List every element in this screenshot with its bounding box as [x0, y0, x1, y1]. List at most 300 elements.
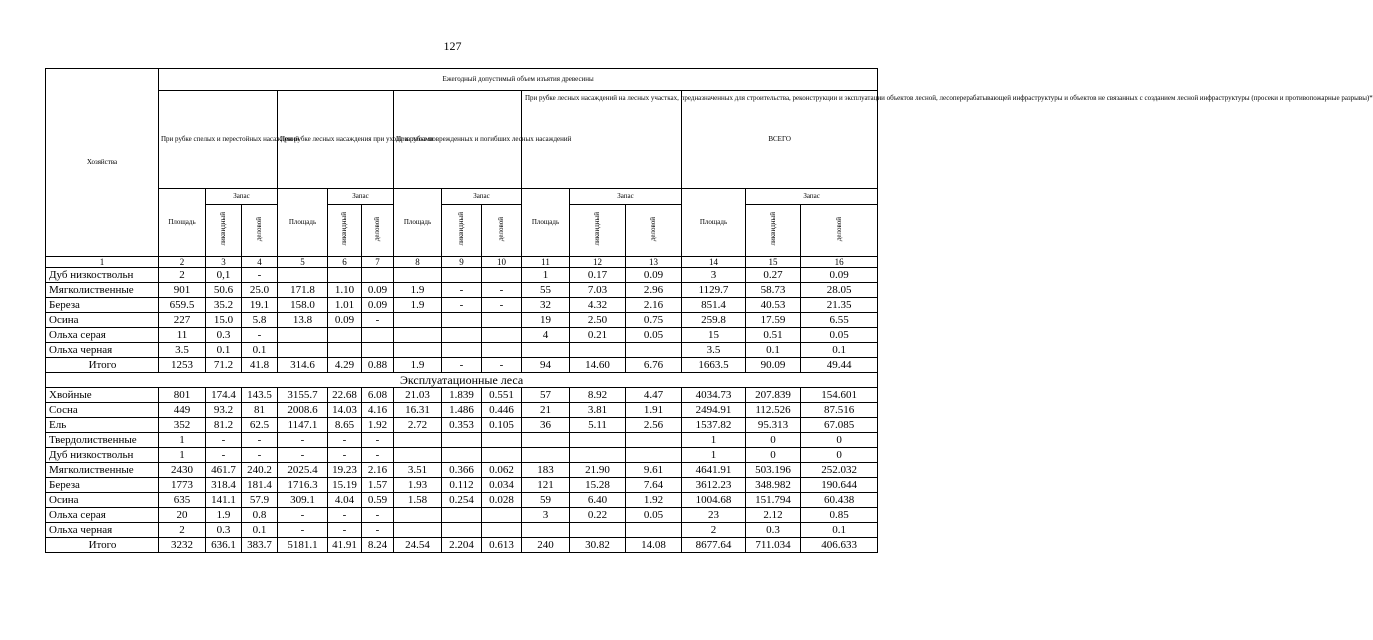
total-row	[46, 358, 878, 373]
table-cell	[442, 433, 482, 448]
table-cell: 2	[682, 523, 746, 538]
table-cell: 121	[522, 478, 570, 493]
table-cell: 0.1	[242, 523, 278, 538]
table-cell: 5.8	[242, 313, 278, 328]
table-cell: 0.3	[206, 328, 242, 343]
column-number: 12	[570, 257, 626, 268]
table-cell: 81.2	[206, 418, 242, 433]
table-cell: -	[328, 523, 362, 538]
table-cell: 0.1	[746, 343, 801, 358]
table-cell: 57	[522, 388, 570, 403]
table-row	[46, 268, 878, 283]
table-cell	[482, 508, 522, 523]
table-cell: 181.4	[242, 478, 278, 493]
table-cell: -	[278, 448, 328, 463]
table-cell: 59	[522, 493, 570, 508]
table-row	[46, 493, 878, 508]
farm-name: Ольха черная	[46, 523, 159, 538]
table-cell: 3	[682, 268, 746, 283]
column-number: 8	[394, 257, 442, 268]
table-cell: 11	[159, 328, 206, 343]
farm-name: Итого	[46, 538, 159, 553]
table-cell: -	[328, 433, 362, 448]
table-cell	[328, 268, 362, 283]
table-cell: -	[442, 298, 482, 313]
table-cell: 0,1	[206, 268, 242, 283]
table-cell	[626, 523, 682, 538]
table-cell: 154.601	[801, 388, 878, 403]
table-cell: 24.54	[394, 538, 442, 553]
stock-header: Запас	[328, 189, 394, 205]
column-number: 13	[626, 257, 682, 268]
table-cell: 0.88	[362, 358, 394, 373]
table-cell: -	[278, 523, 328, 538]
table-cell: 87.516	[801, 403, 878, 418]
stock-header: Запас	[570, 189, 682, 205]
column-number: 15	[746, 257, 801, 268]
table-cell	[442, 448, 482, 463]
table-cell	[482, 313, 522, 328]
table-cell	[394, 433, 442, 448]
table-cell: 4.32	[570, 298, 626, 313]
column-number: 9	[442, 257, 482, 268]
table-row	[46, 463, 878, 478]
table-cell: 0.028	[482, 493, 522, 508]
table-cell: -	[362, 313, 394, 328]
table-cell: 50.6	[206, 283, 242, 298]
table-cell: 143.5	[242, 388, 278, 403]
table-cell: 309.1	[278, 493, 328, 508]
table-cell: 0.1	[242, 343, 278, 358]
table-row	[46, 388, 878, 403]
table-cell: 55	[522, 283, 570, 298]
table-cell: 2430	[159, 463, 206, 478]
table-cell: 0.27	[746, 268, 801, 283]
table-cell: 0.353	[442, 418, 482, 433]
table-cell: -	[442, 358, 482, 373]
table-cell: -	[328, 448, 362, 463]
table-cell: -	[362, 523, 394, 538]
table-cell: 1.9	[394, 298, 442, 313]
table-cell: 2.56	[626, 418, 682, 433]
table-cell: 1.92	[362, 418, 394, 433]
table-row	[46, 403, 878, 418]
table-cell: 28.05	[801, 283, 878, 298]
table-cell: 0.05	[801, 328, 878, 343]
table-cell: 1.57	[362, 478, 394, 493]
table-cell: 1716.3	[278, 478, 328, 493]
table-cell: 0.85	[801, 508, 878, 523]
table-cell: 0.09	[626, 268, 682, 283]
table-cell: 0.59	[362, 493, 394, 508]
table-cell: 6.76	[626, 358, 682, 373]
area-header: Площадь	[159, 189, 206, 257]
table-cell: 81	[242, 403, 278, 418]
table-cell: 8.92	[570, 388, 626, 403]
table-cell: 21.35	[801, 298, 878, 313]
table-cell: 15	[682, 328, 746, 343]
column-number: 10	[482, 257, 522, 268]
table-cell: 21.90	[570, 463, 626, 478]
table-cell: 383.7	[242, 538, 278, 553]
table-cell: 0.112	[442, 478, 482, 493]
table-cell: 3	[522, 508, 570, 523]
table-cell: 2.72	[394, 418, 442, 433]
table-cell: -	[482, 298, 522, 313]
table-row	[46, 433, 878, 448]
column-number: 1	[46, 257, 159, 268]
table-cell: 5181.1	[278, 538, 328, 553]
table-cell: 901	[159, 283, 206, 298]
table-cell: 58.73	[746, 283, 801, 298]
table-cell: 1537.82	[682, 418, 746, 433]
table-cell: 3155.7	[278, 388, 328, 403]
table-cell	[570, 433, 626, 448]
area-header: Площадь	[278, 189, 328, 257]
group-header-total: ВСЕГО	[682, 91, 878, 189]
farm-name: Дуб низкоствольн	[46, 268, 159, 283]
column-number: 4	[242, 257, 278, 268]
table-cell: 851.4	[682, 298, 746, 313]
table-cell	[570, 448, 626, 463]
table-cell: 21.03	[394, 388, 442, 403]
table-cell: 151.794	[746, 493, 801, 508]
table-cell: -	[242, 433, 278, 448]
table-cell: 0.75	[626, 313, 682, 328]
area-header: Площадь	[522, 189, 570, 257]
table-cell: 15.28	[570, 478, 626, 493]
table-cell: 6.08	[362, 388, 394, 403]
table-cell: -	[482, 283, 522, 298]
table-cell: 227	[159, 313, 206, 328]
table-cell	[362, 328, 394, 343]
table-cell	[482, 268, 522, 283]
farm-name: Хвойные	[46, 388, 159, 403]
stock-header: Запас	[746, 189, 878, 205]
table-cell: 1.93	[394, 478, 442, 493]
table-cell: 2.204	[442, 538, 482, 553]
table-cell	[442, 523, 482, 538]
table-cell	[482, 343, 522, 358]
table-cell: 14.60	[570, 358, 626, 373]
table-cell: 0.1	[801, 523, 878, 538]
table-cell: 14.08	[626, 538, 682, 553]
table-cell: 13.8	[278, 313, 328, 328]
table-cell	[394, 343, 442, 358]
table-cell	[442, 508, 482, 523]
table-cell	[442, 268, 482, 283]
table-cell: 14.03	[328, 403, 362, 418]
table-cell: 1	[522, 268, 570, 283]
table-cell	[278, 328, 328, 343]
table-cell: 1.9	[206, 508, 242, 523]
table-row	[46, 523, 878, 538]
table-cell: 6.55	[801, 313, 878, 328]
table-cell: 16.31	[394, 403, 442, 418]
table-cell: 171.8	[278, 283, 328, 298]
table-cell: 17.59	[746, 313, 801, 328]
table-cell: 0.51	[746, 328, 801, 343]
farm-name: Мягколиственные	[46, 283, 159, 298]
table-cell: 1147.1	[278, 418, 328, 433]
table-cell: 158.0	[278, 298, 328, 313]
column-number: 5	[278, 257, 328, 268]
table-cell: 449	[159, 403, 206, 418]
stock-header: Запас	[442, 189, 522, 205]
column-numbers-row	[46, 257, 878, 268]
table-cell	[394, 328, 442, 343]
table-cell: 174.4	[206, 388, 242, 403]
table-cell: 1773	[159, 478, 206, 493]
commercial-header: деловой	[801, 205, 878, 257]
table-cell: 19.1	[242, 298, 278, 313]
table-cell: -	[362, 508, 394, 523]
table-cell: 0.551	[482, 388, 522, 403]
table-cell: 57.9	[242, 493, 278, 508]
table-cell	[278, 343, 328, 358]
table-cell: 71.2	[206, 358, 242, 373]
table-cell: 1253	[159, 358, 206, 373]
table-cell: 0	[801, 448, 878, 463]
table-cell: 503.196	[746, 463, 801, 478]
table-cell: 0.09	[328, 313, 362, 328]
table-cell: 8.65	[328, 418, 362, 433]
table-cell: 0.09	[801, 268, 878, 283]
table-cell: 4034.73	[682, 388, 746, 403]
farms-header: Хозяйства	[46, 69, 159, 257]
liquid-header: ликвидный	[746, 205, 801, 257]
table-cell: 0	[746, 433, 801, 448]
table-cell: 190.644	[801, 478, 878, 493]
table-cell: 49.44	[801, 358, 878, 373]
table-cell: 240.2	[242, 463, 278, 478]
table-cell: -	[442, 283, 482, 298]
table-cell: 2.96	[626, 283, 682, 298]
table-cell: 3232	[159, 538, 206, 553]
table-cell: 348.982	[746, 478, 801, 493]
farm-name: Ольха серая	[46, 508, 159, 523]
table-cell	[442, 343, 482, 358]
table-cell: 32	[522, 298, 570, 313]
table-cell: 4.16	[362, 403, 394, 418]
table-cell: 112.526	[746, 403, 801, 418]
area-header: Площадь	[394, 189, 442, 257]
column-number: 3	[206, 257, 242, 268]
table-cell: -	[242, 268, 278, 283]
liquid-header: ликвидный	[206, 205, 242, 257]
table-cell: 2.12	[746, 508, 801, 523]
table-cell	[522, 523, 570, 538]
table-cell: -	[206, 433, 242, 448]
table-cell: 15.19	[328, 478, 362, 493]
table-cell: -	[242, 448, 278, 463]
table-cell: 19.23	[328, 463, 362, 478]
table-cell: 0.034	[482, 478, 522, 493]
farm-name: Осина	[46, 313, 159, 328]
table-cell: 20	[159, 508, 206, 523]
table-cell: 4.47	[626, 388, 682, 403]
table-cell: 635	[159, 493, 206, 508]
table-cell: 240	[522, 538, 570, 553]
table-cell	[328, 328, 362, 343]
table-cell: -	[362, 433, 394, 448]
table-cell: 60.438	[801, 493, 878, 508]
table-cell: 2008.6	[278, 403, 328, 418]
liquid-header: ликвидный	[442, 205, 482, 257]
table-cell	[626, 433, 682, 448]
table-cell: 0	[746, 448, 801, 463]
table-cell: 3.51	[394, 463, 442, 478]
table-cell: 711.034	[746, 538, 801, 553]
table-cell: 6.40	[570, 493, 626, 508]
table-cell: 15.0	[206, 313, 242, 328]
table-cell: 0.05	[626, 508, 682, 523]
table-cell: 0.09	[362, 298, 394, 313]
table-cell: 2.16	[626, 298, 682, 313]
table-cell: 40.53	[746, 298, 801, 313]
farm-name: Береза	[46, 298, 159, 313]
table-cell: 0.1	[206, 343, 242, 358]
farm-name: Осина	[46, 493, 159, 508]
table-cell	[522, 343, 570, 358]
table-cell: 0.22	[570, 508, 626, 523]
table-cell: 1	[682, 448, 746, 463]
table-row	[46, 448, 878, 463]
table-cell: -	[362, 448, 394, 463]
table-cell: 1.9	[394, 358, 442, 373]
table-cell: 93.2	[206, 403, 242, 418]
column-number: 2	[159, 257, 206, 268]
column-number: 7	[362, 257, 394, 268]
table-cell: 1	[159, 433, 206, 448]
table-cell: 0.1	[801, 343, 878, 358]
table-cell: 30.82	[570, 538, 626, 553]
table-cell: 352	[159, 418, 206, 433]
table-cell: 90.09	[746, 358, 801, 373]
table-cell	[522, 448, 570, 463]
harvest-volume-table	[45, 68, 1373, 553]
table-cell	[570, 343, 626, 358]
table-cell: 0.3	[746, 523, 801, 538]
farm-name: Мягколиственные	[46, 463, 159, 478]
section-row	[46, 373, 878, 388]
table-cell: 259.8	[682, 313, 746, 328]
table-cell: 1.91	[626, 403, 682, 418]
table-cell	[394, 268, 442, 283]
table-cell: 67.085	[801, 418, 878, 433]
table-cell: 8.24	[362, 538, 394, 553]
table-cell	[482, 448, 522, 463]
column-number: 14	[682, 257, 746, 268]
table-cell: 0.105	[482, 418, 522, 433]
main-header: Ежегодный допустимый объем изъятия древесины	[159, 69, 878, 91]
liquid-header: ликвидный	[328, 205, 362, 257]
table-cell	[522, 433, 570, 448]
table-cell	[394, 523, 442, 538]
table-row	[46, 298, 878, 313]
table-cell: 3612.23	[682, 478, 746, 493]
table-row	[46, 283, 878, 298]
table-cell: 0.062	[482, 463, 522, 478]
table-cell: 2	[159, 268, 206, 283]
table-row	[46, 328, 878, 343]
table-cell: 1.9	[394, 283, 442, 298]
table-cell	[482, 523, 522, 538]
table-row	[46, 313, 878, 328]
table-cell: 1.01	[328, 298, 362, 313]
table-cell: 62.5	[242, 418, 278, 433]
column-number: 11	[522, 257, 570, 268]
table-row	[46, 418, 878, 433]
farm-name: Ель	[46, 418, 159, 433]
table-cell	[626, 448, 682, 463]
table-cell: 318.4	[206, 478, 242, 493]
total-row	[46, 538, 878, 553]
table-cell: 0.09	[362, 283, 394, 298]
table-cell	[394, 313, 442, 328]
table-cell: 1.486	[442, 403, 482, 418]
table-cell: 1129.7	[682, 283, 746, 298]
commercial-header: деловой	[362, 205, 394, 257]
table-cell	[328, 343, 362, 358]
farm-name: Ольха черная	[46, 343, 159, 358]
table-cell: 3.5	[159, 343, 206, 358]
table-cell	[394, 448, 442, 463]
commercial-header: деловой	[482, 205, 522, 257]
commercial-header: деловой	[242, 205, 278, 257]
table-cell: 0.17	[570, 268, 626, 283]
group-header-thinning: При рубке лесных насаждения при уходе за лесами	[278, 91, 394, 189]
table-cell: 0.613	[482, 538, 522, 553]
area-header: Площадь	[682, 189, 746, 257]
table-cell	[278, 268, 328, 283]
table-cell: 0.21	[570, 328, 626, 343]
table-cell: 7.03	[570, 283, 626, 298]
table-cell: 0.05	[626, 328, 682, 343]
table-cell: 4.04	[328, 493, 362, 508]
table-row	[46, 508, 878, 523]
table-cell	[362, 268, 394, 283]
table-cell: 1.58	[394, 493, 442, 508]
table-cell: 636.1	[206, 538, 242, 553]
table-cell: 183	[522, 463, 570, 478]
table-cell: 19	[522, 313, 570, 328]
farm-name: Твердолиственные	[46, 433, 159, 448]
table-cell: 8677.64	[682, 538, 746, 553]
table-cell: 2494.91	[682, 403, 746, 418]
table-cell: -	[242, 328, 278, 343]
farm-name: Дуб низкоствольн	[46, 448, 159, 463]
farm-name: Береза	[46, 478, 159, 493]
table-cell: 95.313	[746, 418, 801, 433]
table-cell: 2	[159, 523, 206, 538]
table-cell: 314.6	[278, 358, 328, 373]
table-cell: 41.91	[328, 538, 362, 553]
table-cell: 4641.91	[682, 463, 746, 478]
table-cell	[570, 523, 626, 538]
table-cell: 141.1	[206, 493, 242, 508]
table-cell: 1	[159, 448, 206, 463]
table-cell: 3.81	[570, 403, 626, 418]
section-title: Эксплуатационные леса	[46, 373, 878, 388]
table-cell: -	[206, 448, 242, 463]
table-cell: 1004.68	[682, 493, 746, 508]
farm-name: Итого	[46, 358, 159, 373]
table-cell	[482, 328, 522, 343]
page-number: 127	[443, 39, 462, 53]
table-cell: 0.446	[482, 403, 522, 418]
table-row	[46, 343, 878, 358]
